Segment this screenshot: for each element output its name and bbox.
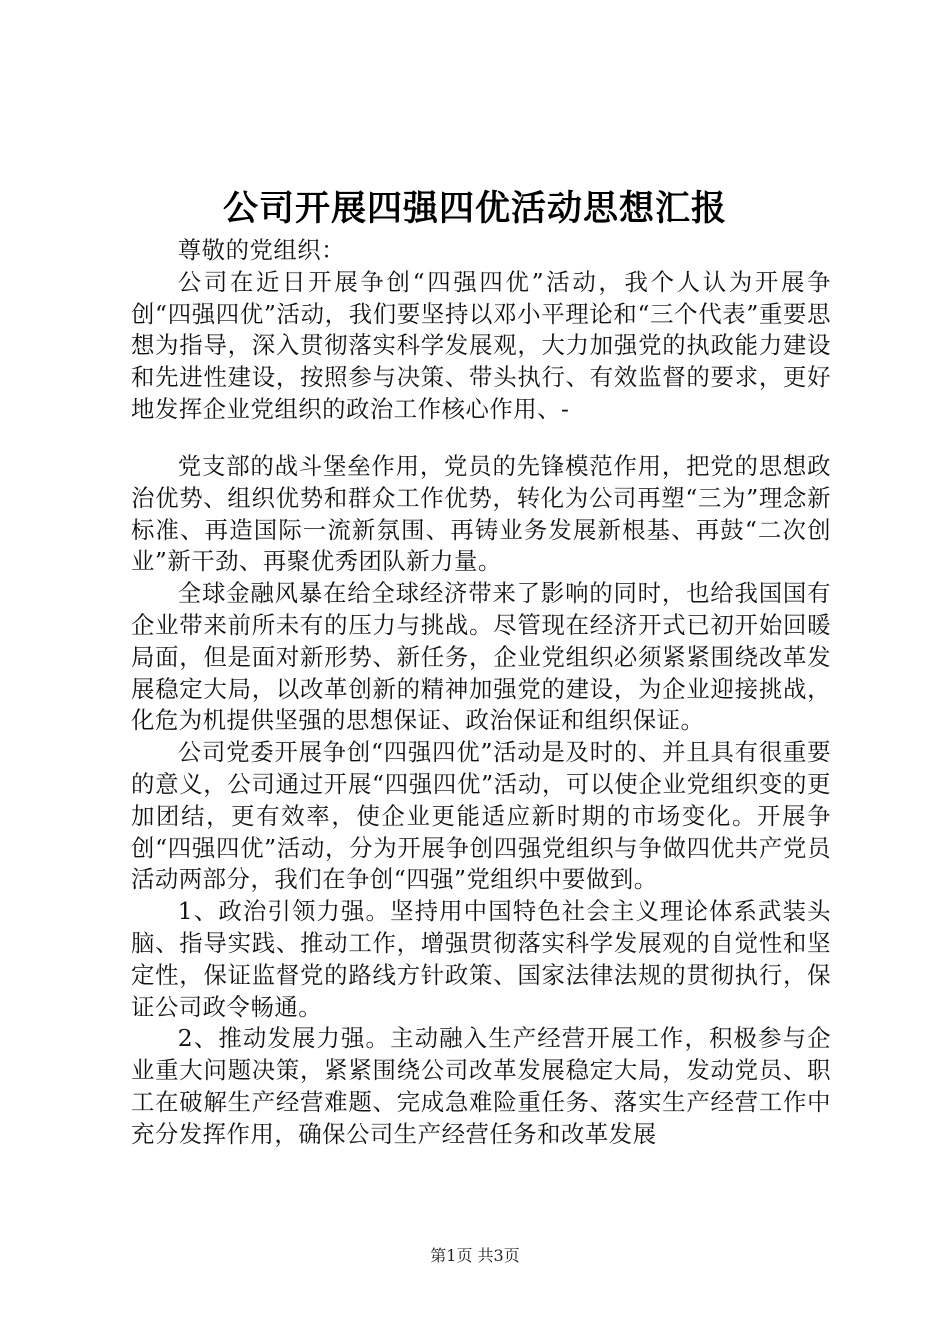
page-footer: 第1页 共3页: [430, 1246, 520, 1265]
paragraph: 党支部的战斗堡垒作用，党员的先锋模范作用，把党的思想政治优势、组织优势和群众工作优势，转化为公司再塑“三为”理念新标准、再造国际一流新氛围、再铸业务发展新根基、再鼓“二次创业”新干劲、再聚优秀团队新力量。: [131, 452, 831, 576]
body-block-2: [131, 451, 831, 1151]
paragraph: 全球金融风暴在给全球经济带来了影响的同时，也给我国国有企业带来前所未有的压力与挑战。尽管现在经济开式已初开始回暖局面，但是面对新形势、新任务，企业党组织必须紧紧围绕改革发展稳定大局，以改革创新的精神加强党的建设，为企业迎接挑战，化危为机提供坚强的思想保证、政治保证和组织保证。: [131, 579, 831, 735]
salutation: 尊敬的党组织：: [177, 236, 346, 264]
paragraph: 公司在近日开展争创“四强四优”活动，我个人认为开展争创“四强四优”活动，我们要坚持以邓小平理论和“三个代表”重要思想为指导，深入贯彻落实科学发展观，大力加强党的执政能力建设和先进性建设，按照参与决策、带头执行、有效监督的要求，更好地发挥企业党组织的政治工作核心作用、-: [131, 267, 831, 423]
list-item-paragraph: 1、政治引领力强。坚持用中国特色社会主义理论体系武装头脑、指导实践、推动工作，增强贯彻落实科学发展观的自觉性和坚定性，保证监督党的路线方针政策、国家法律法规的贯彻执行，保证公司政令畅通。: [131, 897, 831, 1021]
list-item-paragraph: 2、推动发展力强。主动融入生产经营开展工作，积极参与企业重大问题决策，紧紧围绕公司改革发展稳定大局，发动党员、职工在破解生产经营难题、完成急难险重任务、落实生产经营工作中充分发挥作用，确保公司生产经营任务和改革发展: [131, 1024, 831, 1148]
document-title: 公司开展四强四优活动思想汇报: [222, 189, 727, 229]
paragraph: 公司党委开展争创“四强四优”活动是及时的、并且具有很重要的意义，公司通过开展“四强四优”活动，可以使企业党组织变的更加团结，更有效率，使企业更能适应新时期的市场变化。开展争创“四强四优”活动，分为开展争创四强党组织与争做四优共产党员活动两部分，我们在争创“四强”党组织中要做到。: [131, 738, 831, 894]
body-block-1: [131, 235, 831, 426]
